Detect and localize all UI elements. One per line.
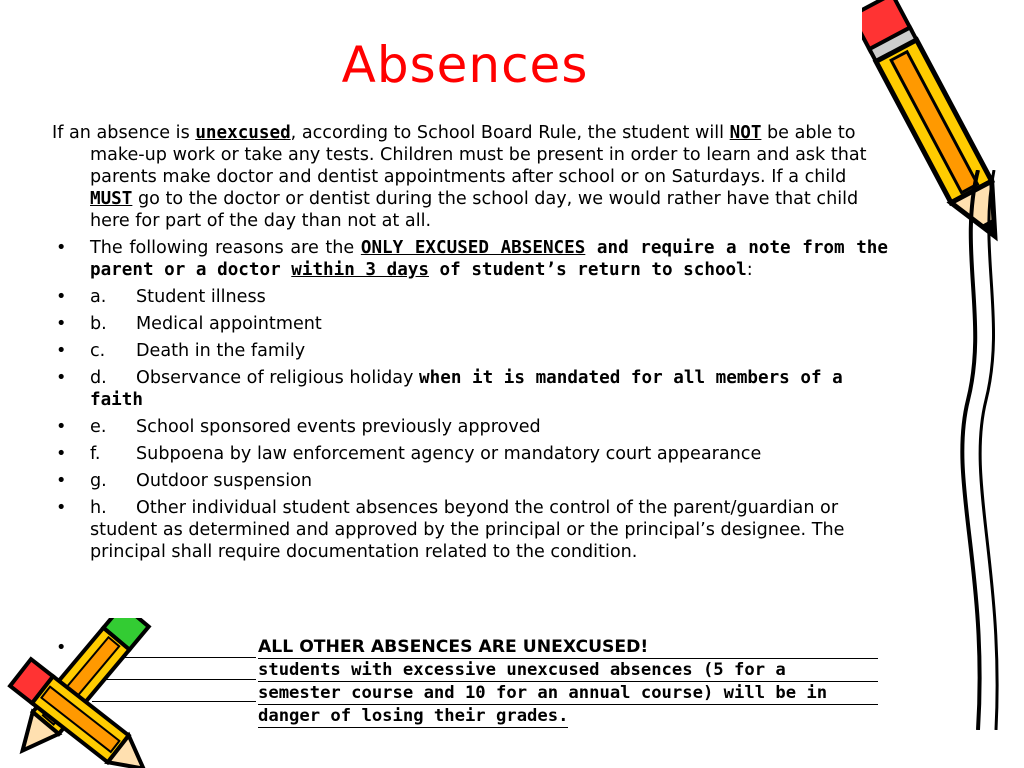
bullet: • xyxy=(56,287,67,307)
warning-line: semester course and 10 for an annual course) will be in xyxy=(258,682,878,705)
pencil-icon xyxy=(948,170,1024,730)
item-letter: g. xyxy=(90,471,107,491)
bullet: • xyxy=(56,444,67,464)
list-item xyxy=(52,443,888,465)
item-text: Observance of religious holiday xyxy=(136,368,420,388)
intro-text-1: If an absence is xyxy=(52,123,196,143)
bullet: • xyxy=(56,471,67,491)
bullet: • xyxy=(56,238,67,258)
warning-line: students with excessive unexcused absences (5 for a xyxy=(258,659,878,682)
bullet: • xyxy=(56,314,67,334)
warning-block xyxy=(258,636,878,728)
intro-must: MUST xyxy=(90,189,133,209)
intro-not: NOT xyxy=(729,123,762,143)
intro-paragraph xyxy=(52,122,888,232)
bullet: • xyxy=(56,368,67,388)
pencil-outline xyxy=(962,170,979,730)
bullet: • xyxy=(56,341,67,361)
list-item xyxy=(52,367,888,411)
reasons-bold-2: of student’s return to school xyxy=(428,260,747,280)
bullet: • xyxy=(56,638,67,658)
item-letter: e. xyxy=(90,417,107,437)
item-letter: d. xyxy=(90,368,107,388)
reasons-only-excused: ONLY EXCUSED ABSENCES xyxy=(360,238,586,258)
list-item xyxy=(52,286,888,308)
list-item xyxy=(52,340,888,362)
item-letter: a. xyxy=(90,287,107,307)
list-item xyxy=(52,470,888,492)
reasons-text-1: The following reasons are the xyxy=(90,238,361,258)
item-text: Subpoena by law enforcement agency or mandatory court appearance xyxy=(136,444,762,464)
intro-text-3: be able to make-up work or take any tests. Children must be present in order to learn and ask that parents make doctor and dentist appointments after school or on Saturdays. If a child xyxy=(90,123,867,187)
item-letter: h. xyxy=(90,498,107,518)
item-text: Medical appointment xyxy=(136,314,322,334)
slide-body xyxy=(52,122,888,568)
item-text: Other individual student absences beyond the control of the parent/guardian or student as determined and approved by the principal or the principal’s designee. The principal shall require documentation related to the condition. xyxy=(90,498,845,562)
list-item xyxy=(52,497,888,563)
intro-text-2: , according to School Board Rule, the student will xyxy=(290,123,730,143)
intro-unexcused: unexcused xyxy=(195,123,291,143)
reasons-within-3-days: within 3 days xyxy=(291,260,429,280)
item-letter: b. xyxy=(90,314,107,334)
list-item xyxy=(52,416,888,438)
slide-title: Absences xyxy=(341,36,589,94)
warning-headline: ALL OTHER ABSENCES ARE UNEXCUSED! xyxy=(258,636,878,659)
bullet: • xyxy=(56,498,67,518)
item-letter: f. xyxy=(90,444,101,464)
reasons-paragraph xyxy=(52,237,888,281)
item-text: Outdoor suspension xyxy=(136,471,313,491)
item-text: Student illness xyxy=(136,287,266,307)
pencil-outline xyxy=(980,170,997,730)
warning-line: danger of losing their grades. xyxy=(258,706,569,726)
item-text: School sponsored events previously approved xyxy=(136,417,541,437)
intro-text-4: go to the doctor or dentist during the school day, we would rather have that child here for part of the day than not at all. xyxy=(90,189,859,231)
list-item xyxy=(52,313,888,335)
pencil-icon xyxy=(0,650,150,768)
item-bold-text: when it is mandated for all members of a faith xyxy=(90,368,843,410)
item-text: Death in the family xyxy=(136,341,306,361)
reasons-colon: : xyxy=(746,260,753,280)
item-letter: c. xyxy=(90,341,106,361)
bullet: • xyxy=(56,417,67,437)
reasons-bold-1: and require a note from the parent or a doctor xyxy=(90,238,888,280)
